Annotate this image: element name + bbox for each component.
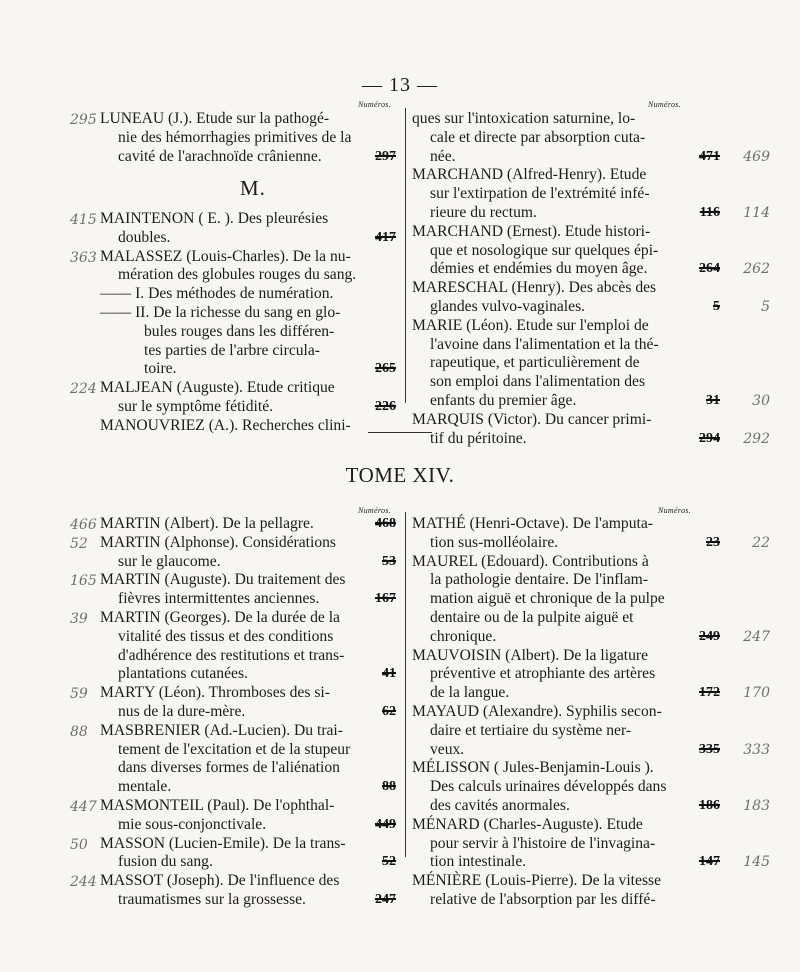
handwritten-number: 292 <box>743 430 770 447</box>
entry-number: 167 <box>375 591 396 607</box>
entry-line: démies et endémies du moyen âge. <box>430 260 648 278</box>
entry-line: fusion du sang. <box>118 853 213 871</box>
entry-line: MÉLISSON ( Jules-Benjamin-Louis ). <box>412 759 654 777</box>
entry-line: MÉNIÈRE (Louis-Pierre). De la vitesse <box>412 872 661 890</box>
entry-line: MASBRENIER (Ad.-Lucien). Du trai- <box>100 721 343 739</box>
index-entry <box>412 759 770 815</box>
entry-number: 53 <box>382 553 396 569</box>
entry-number: 62 <box>382 703 396 719</box>
entry-number: 417 <box>375 229 396 245</box>
tome-title: TOME XIV. <box>345 463 455 487</box>
entry-line: MALASSEZ (Louis-Charles). De la nu- <box>100 247 351 265</box>
index-entry <box>412 110 770 166</box>
entry-number: 88 <box>382 779 396 795</box>
handwritten-number: 295 <box>70 112 97 128</box>
index-entry <box>412 515 770 553</box>
entry-line: MÉNARD (Charles-Auguste). Etude <box>412 815 643 833</box>
entry-number: 294 <box>699 430 720 446</box>
entry-number: 226 <box>375 398 396 414</box>
handwritten-number: 88 <box>70 723 88 740</box>
index-entry <box>412 815 770 872</box>
index-entry <box>412 702 770 759</box>
handwritten-number: 333 <box>743 741 770 758</box>
handwritten-number: 469 <box>743 148 770 165</box>
entry-number: 297 <box>375 148 396 164</box>
entry-line: mération des globules rouges du sang. <box>118 266 357 284</box>
index-entry <box>70 533 398 572</box>
entry-line: mentale. <box>118 778 172 796</box>
entry-line: rieure du rectum. <box>430 203 537 221</box>
entry-line: MARQUIS (Victor). Du cancer primi- <box>412 410 652 428</box>
entry-line: MANOUVRIEZ (A.). Recherches clini- <box>100 416 351 434</box>
index-entry <box>412 552 770 647</box>
entry-line: chronique. <box>430 627 497 645</box>
handwritten-number: 244 <box>70 874 97 891</box>
handwritten-number: 30 <box>752 392 770 409</box>
handwritten-number: 466 <box>70 517 97 533</box>
handwritten-number: 22 <box>752 534 770 551</box>
m-left-column <box>70 210 398 436</box>
entry-line: cale et directe par absorption cuta- <box>430 128 646 146</box>
handwritten-number: 50 <box>70 836 88 853</box>
index-entry <box>70 515 398 534</box>
entry-line: LUNEAU (J.). Etude sur la pathogé- <box>100 110 330 127</box>
entry-line: née. <box>430 147 456 165</box>
entry-line: d'adhérence des restitutions et trans- <box>118 646 345 664</box>
entry-line: mation aiguë et chronique de la pulpe <box>430 590 665 608</box>
entry-line: MARIE (Léon). Etude sur l'emploi de <box>412 316 649 334</box>
numeros-label-right: Numéros. <box>648 100 681 109</box>
tome-right-column <box>412 515 770 910</box>
entry-number: 449 <box>375 816 396 832</box>
entry-line: que et nosologique sur quelques épi- <box>430 241 659 259</box>
entry-line: sur le glaucome. <box>118 552 221 570</box>
entry-line: MALJEAN (Auguste). Etude critique <box>100 379 335 397</box>
entry-number: 186 <box>699 797 720 813</box>
entry-line: relative de l'absorption par les diffé- <box>430 890 656 908</box>
entry-number: 52 <box>382 854 396 870</box>
entry-line: glandes vulvo-vaginales. <box>430 297 586 315</box>
entry-line: cavité de l'arachnoïde crânienne. <box>118 147 322 165</box>
entry-number: 172 <box>699 685 720 701</box>
numeros-label-left: Numéros. <box>358 100 391 109</box>
index-entry <box>70 796 398 835</box>
entry-line: —— II. De la richesse du sang en glo- <box>100 303 341 321</box>
handwritten-number: 145 <box>743 854 770 871</box>
handwritten-number: 114 <box>743 204 770 221</box>
entry-line: tion sus-molléolaire. <box>430 533 559 551</box>
entry-line: MARTY (Léon). Thromboses des si- <box>100 684 330 702</box>
entry-line: enfants du premier âge. <box>430 391 577 409</box>
handwritten-number: 363 <box>70 249 97 266</box>
entry-line: MARCHAND (Ernest). Etude histori- <box>412 222 651 240</box>
entry-line: Des calculs urinaires développés dans <box>430 778 667 796</box>
entry-line: l'avoine dans l'alimentation et la thé- <box>430 335 659 353</box>
handwritten-number: 224 <box>70 381 97 398</box>
entry-number: 41 <box>382 666 396 682</box>
index-entry <box>70 684 398 722</box>
entry-line: MARTIN (Auguste). Du traitement des <box>100 571 346 589</box>
index-entry <box>412 410 770 449</box>
entry-line: traumatismes sur la grossesse. <box>118 890 306 908</box>
entry-line: son emploi dans l'alimentation des <box>430 373 646 391</box>
entry-line: vitalité des tissus et des conditions <box>118 627 334 645</box>
handwritten-number: 170 <box>743 685 770 702</box>
handwritten-number: 52 <box>70 535 88 552</box>
numeros-label-tome-right: Numéros. <box>658 506 691 515</box>
entry-line: MAUVOISIN (Albert). De la ligature <box>412 646 649 664</box>
entry-line: tement de l'excitation et de la stupeur <box>118 740 351 758</box>
entry-line: mie sous-conjonctivale. <box>118 815 267 833</box>
entry-number: 5 <box>713 298 720 314</box>
entry-number: 471 <box>699 148 720 164</box>
index-entry <box>70 110 398 166</box>
entry-line: tion intestinale. <box>430 853 527 871</box>
index-entry <box>412 872 722 910</box>
handwritten-number: 59 <box>70 686 88 703</box>
entry-line: doubles. <box>118 228 171 246</box>
entry-line: MARCHAND (Alfred-Henry). Etude <box>412 166 647 184</box>
entry-number: 116 <box>699 204 720 220</box>
entry-line: sur l'extirpation de l'extrémité infé- <box>430 185 650 203</box>
section-letter: M. <box>240 176 266 200</box>
handwritten-number: 447 <box>70 798 97 815</box>
index-entry <box>70 210 398 248</box>
entry-line: MAUREL (Edouard). Contributions à <box>412 552 649 570</box>
entry-number: 249 <box>699 628 720 644</box>
entry-line: fièvres intermittentes anciennes. <box>118 590 320 608</box>
handwritten-number: 39 <box>70 610 88 627</box>
index-entry <box>412 166 770 222</box>
entry-number: 23 <box>706 534 720 550</box>
column-divider-top <box>405 108 406 403</box>
entry-line: MAYAUD (Alexandre). Syphilis secon- <box>412 702 662 720</box>
entry-line: nie des hémorrhagies primitives de la <box>118 128 352 146</box>
entry-number: 264 <box>699 261 720 277</box>
column-divider-bottom <box>405 512 406 857</box>
entry-line: ques sur l'intoxication saturnine, lo- <box>412 110 636 127</box>
entry-line: tif du péritoine. <box>430 429 527 447</box>
entry-line: rapeutique, et particulièrement de <box>430 354 640 372</box>
index-entry <box>412 316 770 411</box>
handwritten-number: 183 <box>743 797 770 814</box>
entry-line: veux. <box>430 740 465 758</box>
index-entry <box>70 721 398 797</box>
entry-number: 335 <box>699 741 720 757</box>
entry-line: MAINTENON ( E. ). Des pleurésies <box>100 210 329 227</box>
entry-line: MATHÉ (Henri-Octave). De l'amputa- <box>412 515 653 532</box>
index-entry <box>70 872 398 910</box>
entry-line: MASSOT (Joseph). De l'influence des <box>100 872 340 890</box>
index-entry <box>412 222 770 279</box>
index-entry <box>70 379 398 417</box>
index-entry <box>412 646 770 703</box>
handwritten-number: 5 <box>761 298 770 315</box>
entry-line: bules rouges dans les différen- <box>144 322 335 340</box>
entry-line: MARTIN (Georges). De la durée de la <box>100 608 340 626</box>
entry-number: 265 <box>375 361 396 377</box>
entry-number: 147 <box>699 854 720 870</box>
handwritten-number: 415 <box>70 212 97 228</box>
index-entry <box>412 279 770 317</box>
entry-line: MASMONTEIL (Paul). De l'ophthal- <box>100 796 335 814</box>
entry-number: 31 <box>706 392 720 408</box>
entry-line: —— I. Des méthodes de numération. <box>100 285 334 303</box>
entry-line: des cavités anormales. <box>430 796 570 814</box>
entry-line: MARTIN (Alphonse). Considérations <box>100 533 336 551</box>
entry-number: 247 <box>375 891 396 907</box>
entry-line: de la langue. <box>430 684 510 702</box>
handwritten-number: 247 <box>743 628 770 645</box>
index-entry <box>70 608 398 684</box>
entry-line: MARESCHAL (Henry). Des abcès des <box>412 279 657 297</box>
entry-line: daire et tertiaire du système ner- <box>430 721 632 739</box>
top-right-column <box>412 110 770 448</box>
entry-line: la pathologie dentaire. De l'inflam- <box>430 571 649 589</box>
entry-line: pour servir à l'histoire de l'invagina- <box>430 834 656 852</box>
index-entry <box>70 834 398 873</box>
entry-number: 468 <box>375 516 396 531</box>
index-entry <box>70 571 398 609</box>
entry-line: tes parties de l'arbre circula- <box>144 341 320 359</box>
entry-line: nus de la dure-mère. <box>118 702 246 720</box>
top-left-column <box>70 110 398 166</box>
handwritten-number: 165 <box>70 573 97 590</box>
entry-line: dentaire ou de la pulpite aiguë et <box>430 608 634 626</box>
index-entry <box>70 247 398 380</box>
entry-line: sur le symptôme fétidité. <box>118 397 274 415</box>
handwritten-number: 262 <box>743 261 770 278</box>
page-number: — 13 — <box>362 74 438 96</box>
tome-left-column <box>70 515 398 910</box>
index-entry <box>100 417 398 436</box>
entry-line: MASSON (Lucien-Emile). De la trans- <box>100 834 346 852</box>
numeros-label-tome-left: Numéros. <box>358 506 391 515</box>
entry-line: toire. <box>144 360 177 378</box>
entry-line: plantations cutanées. <box>118 665 248 683</box>
section-divider <box>368 432 432 433</box>
entry-line: préventive et atrophiante des artères <box>430 665 656 683</box>
entry-line: MARTIN (Albert). De la pellagre. <box>100 515 314 532</box>
entry-line: dans diverses formes de l'aliénation <box>118 759 340 777</box>
